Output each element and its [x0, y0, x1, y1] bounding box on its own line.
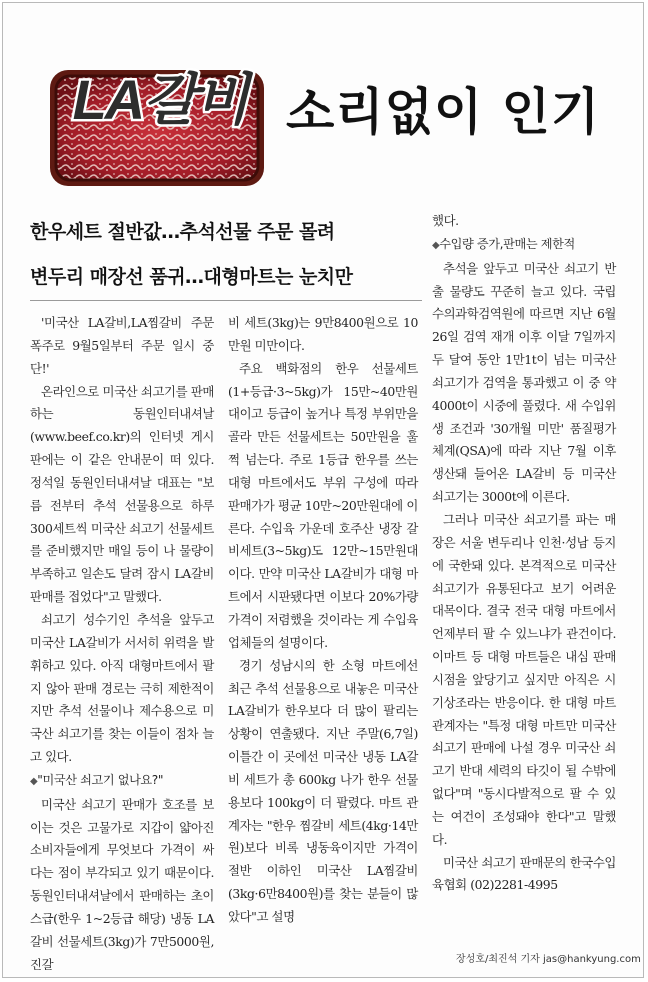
article-column-2 — [228, 312, 418, 929]
paragraph: '미국산 LA갈비,LA찜갈비 주문 폭주로 9월5일부터 주문 일시 중단!' — [30, 315, 214, 376]
headline: 소리없이 인기 — [286, 83, 601, 141]
paragraph: 그러나 미국산 쇠고기를 파는 매장은 서울 변두리나 인천·성남 등지에 국한돼 있다. 본격적으로 미국산 쇠고기가 유통된다고 보기 어려운 대목이다. 결국 전국 대형 마트에서 언제부터 팔 수 있느냐가 관건이다. 이마트 등 대형 마트들은 내심 판매 시점을 앞당기고 싶지만 아직은 시기상조라는 반응이다. 한 대형 마트 관계자는 "특정 대형 마트만 미국산 쇠고기 판매에 나설 경우 미국산 쇠고기 반대 세력의 타깃이 될 수밖에 없다"며 "동시다발적으로 팔 수 있는 여건이 조성돼야 한다"고 말했다. — [432, 511, 616, 847]
paragraph: 주요 백화점의 한우 선물세트(1+등급·3~5kg)가 15만~40만원대이고 등급이 높거나 특정 부위만을 골라 만든 선물세트는 50만원을 훌쩍 넘는다. 주로 1등급 한우를 쓰는 대형 마트에서도 부위 구성에 따라 판매가가 평균 10만~20만원대에 이른다. 수입육 가운데 호주산 냉장 갈비세트(3~5kg)도 12만~15만원대이다. 만약 미국산 LA갈비가 대형 마트에서 시판됐다면 이보다 20%가량 가격이 저렴했을 것이라는 게 수입육 업체들의 설명이다. — [228, 360, 418, 650]
article-column-3 — [432, 210, 616, 897]
byline: 장성호/최진석 기자 jas@hankyung.com — [456, 954, 641, 965]
section-heading — [30, 769, 214, 794]
paragraph: 추석을 앞두고 미국산 쇠고기 반출 물량도 꾸준히 늘고 있다. 국립 수의과학검역원에 따르면 지난 6월26일 검역 재개 이후 이달 7일까지 두 달여 동안 1만1t이 넘는 미국산 쇠고기가 검역을 통과했고 이 중 약 4000t이 시중에 풀렸다. 새 수입위생 조건과 '30개월 미만' 품질평가 체계(QSA)에 따라 지난 7월 이후 생산돼 들어온 LA갈비 등 미국산 쇠고기는 3000t에 이른다. — [432, 260, 616, 505]
section-heading-text: 수입량 증가,판매는 제한적 — [439, 236, 575, 251]
section-heading — [432, 233, 616, 258]
section-heading-text: "미국산 쇠고기 없나요?" — [37, 772, 164, 787]
subheadline-1: 한우세트 절반값…추석선물 주문 몰려 — [30, 221, 335, 243]
la-galbi-logo — [48, 56, 266, 142]
contact-paragraph: 미국산 쇠고기 판매문의 한국수입육협회 (02)2281-4995 — [432, 854, 616, 893]
diamond-icon: ◆ — [30, 775, 38, 787]
subheadline-2: 변두리 매장선 품귀…대형마트는 눈치만 — [30, 266, 353, 288]
paragraph: 비 세트(3kg)는 9만8400원으로 10만원 미만이다. — [228, 315, 418, 353]
subhead-divider — [30, 300, 422, 301]
logo-text: LA갈비 — [72, 68, 248, 131]
paragraph: 미국산 쇠고기 판매가 호조를 보이는 것은 고물가로 지갑이 얇아진 소비자들에게 무엇보다 가격이 싸다는 점이 부각되고 있기 때문이다. 동원인터내셔날에서 판매하는 초이스급(한우 1~2등급 해당) 냉동 LA갈비 선물세트(3kg)가 7만5000원,진갈 — [30, 796, 214, 972]
paragraph: 온라인으로 미국산 쇠고기를 판매하는 동원인터내셔날(www.beef.co.kr)의 인터넷 게시판에는 이 같은 안내문이 떠 있다. 정석일 동원인터내셔날 대표는 "보름 전부터 추석 선물용으로 하루 300세트씩 미국산 쇠고기 선물세트를 준비했지만 매일 등이 나 물량이 부족하고 일손도 달려 잠시 LA갈비 판매를 접었다"고 말했다. — [30, 383, 214, 605]
diamond-icon: ◆ — [432, 239, 440, 251]
article-column-1 — [30, 312, 214, 976]
paragraph: 경기 성남시의 한 소형 마트에선 최근 추석 선물용으로 내놓은 미국산 LA갈비가 한우보다 더 많이 팔리는 상황이 연출됐다. 지난 주말(6,7일) 이틀간 이 곳에선 미국산 냉동 LA갈비 세트가 총 600kg 나가 한우 선물용보다 100kg이 더 팔렸다. 마트 관계자는 "한우 찜갈비 세트(4kg·14만원)보다 비록 냉동육이지만 가격이 절반 이하인 미국산 LA찜갈비(3kg·6만8400원)를 찾는 분들이 많았다"고 설명 — [228, 657, 418, 924]
paragraph: 했다. — [432, 213, 459, 228]
paragraph: 쇠고기 성수기인 추석을 앞두고 미국산 LA갈비가 서서히 위력을 발휘하고 있다. 아직 대형마트에서 팔지 않아 판매 경로는 극히 제한적이지만 추석 선물이나 제수용으로 미국산 쇠고기를 찾는 이들이 점차 늘고 있다. — [30, 611, 214, 765]
